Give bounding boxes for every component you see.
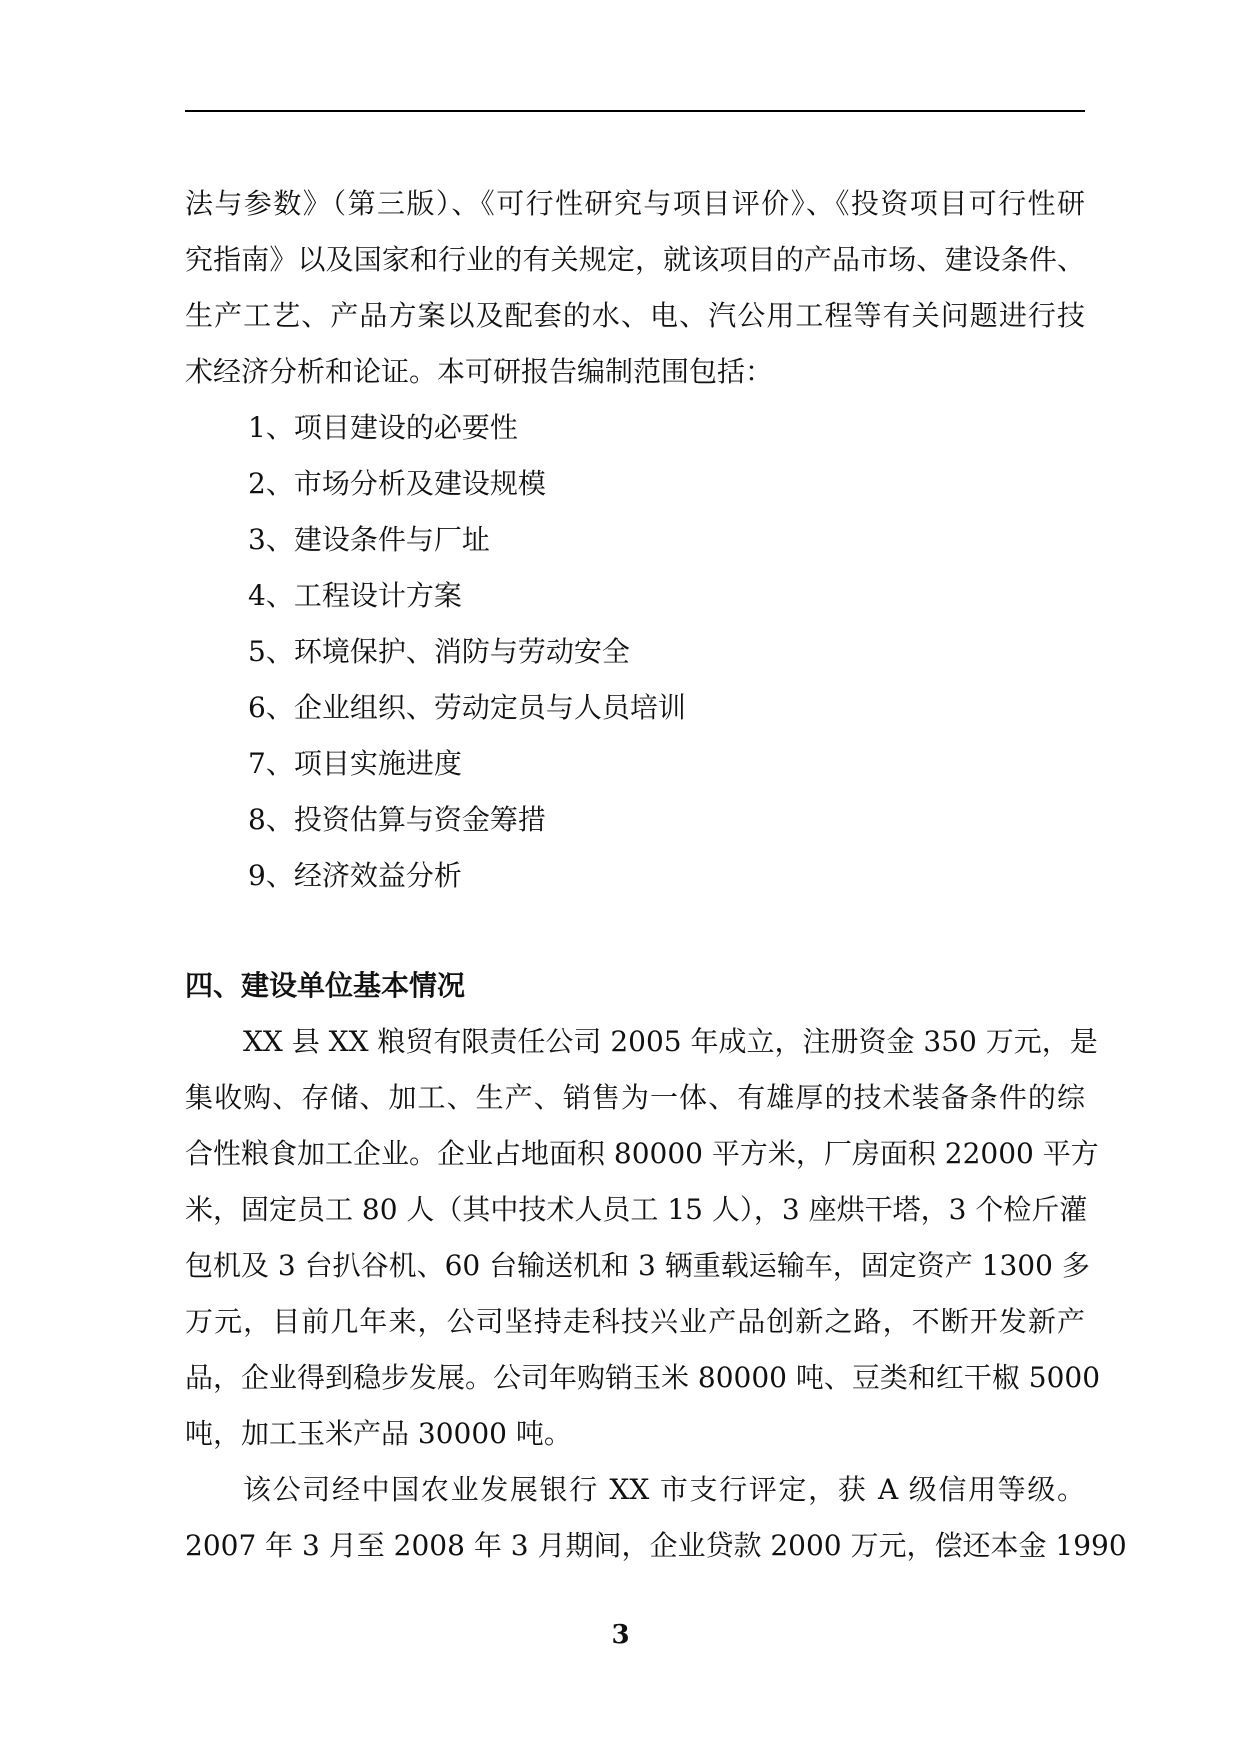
paragraph2-line-2: 2007 年 3 月至 2008 年 3 月期间，企业贷款 2000 万元，偿还本金 1990 [185, 1529, 1127, 1562]
scope-item: 4、工程设计方案 [248, 579, 462, 612]
scope-item: 7、项目实施进度 [248, 747, 462, 780]
paragraph1-line-2: 集收购、存储、加工、生产、销售为一体、有雄厚的技术装备条件的综 [185, 1081, 1085, 1114]
paragraph1-line-1: XX 县 XX 粮贸有限责任公司 2005 年成立，注册资金 350 万元，是 [243, 1025, 1098, 1058]
scope-item: 8、投资估算与资金筹措 [248, 803, 546, 836]
intro-line-3: 生产工艺、产品方案以及配套的水、电、汽公用工程等有关问题进行技 [185, 299, 1085, 332]
paragraph2-line-1: 该公司经中国农业发展银行 XX 市支行评定，获 A 级信用等级。 [243, 1473, 1085, 1506]
scope-item: 9、经济效益分析 [248, 859, 462, 892]
header-rule [185, 110, 1085, 112]
scope-item: 2、市场分析及建设规模 [248, 467, 546, 500]
scope-item: 3、建设条件与厂址 [248, 523, 490, 556]
paragraph1-line-5: 包机及 3 台扒谷机、60 台输送机和 3 辆重载运输车，固定资产 1300 多 [185, 1249, 1090, 1282]
paragraph1-line-4: 米，固定员工 80 人（其中技术人员工 15 人），3 座烘干塔，3 个检斤灌 [185, 1193, 1088, 1226]
scope-item: 1、项目建设的必要性 [248, 411, 518, 444]
intro-line-1: 法与参数》（第三版）、《可行性研究与项目评价》、《投资项目可行性研 [185, 187, 1085, 220]
scope-item: 5、环境保护、消防与劳动安全 [248, 635, 630, 668]
paragraph1-line-6: 万元，目前几年来，公司坚持走科技兴业产品创新之路，不断开发新产 [185, 1305, 1085, 1338]
paragraph1-line-8: 吨，加工玉米产品 30000 吨。 [185, 1417, 572, 1450]
page-number: 3 [611, 1620, 630, 1650]
intro-line-4: 术经济分析和论证。本可研报告编制范围包括： [185, 355, 774, 388]
intro-line-2: 究指南》以及国家和行业的有关规定，就该项目的产品市场、建设条件、 [185, 243, 1085, 276]
scope-item: 6、企业组织、劳动定员与人员培训 [248, 691, 686, 724]
paragraph1-line-7: 品，企业得到稳步发展。公司年购销玉米 80000 吨、豆类和红干椒 5000 [185, 1361, 1101, 1394]
paragraph1-line-3: 合性粮食加工企业。企业占地面积 80000 平方米，厂房面积 22000 平方 [185, 1137, 1099, 1170]
section-heading: 四、建设单位基本情况 [185, 969, 466, 1002]
